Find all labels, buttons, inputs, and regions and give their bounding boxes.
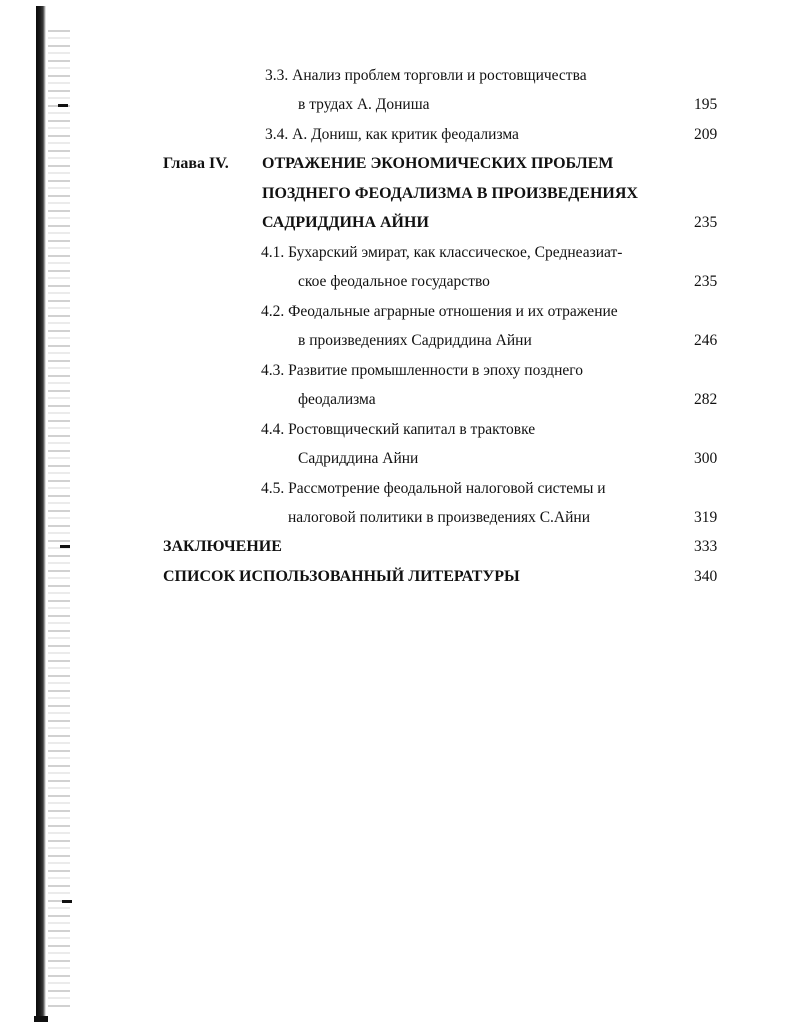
scan-corner <box>34 1016 48 1022</box>
toc-entry-3-3-page: 195 <box>694 96 718 113</box>
toc-entry-3-3-title-cont: в трудах А. Дониша <box>298 96 430 113</box>
conclusion-page: 333 <box>694 538 718 555</box>
toc-entry-4-4-page: 300 <box>694 450 718 467</box>
toc-entry-4-5-title-cont: налоговой политики в произведениях С.Айни <box>288 509 591 526</box>
bibliography-title: СПИСОК ИСПОЛЬЗОВАННЫЙ ЛИТЕРАТУРЫ <box>163 568 520 585</box>
toc-entry-4-3-page: 282 <box>694 391 718 408</box>
chapter-4-title-cont: ПОЗДНЕГО ФЕОДАЛИЗМА В ПРОИЗВЕДЕНИЯХ <box>262 185 638 202</box>
toc-entry-4-1-title: 4.1. Бухарский эмират, как классическое, Среднеазиат- <box>261 244 623 261</box>
scan-mark <box>60 545 70 548</box>
toc-entry-4-5-title: 4.5. Рассмотрение феодальной налоговой системы и <box>261 480 606 497</box>
scan-noise <box>48 30 70 1010</box>
chapter-4-title: ОТРАЖЕНИЕ ЭКОНОМИЧЕСКИХ ПРОБЛЕМ <box>262 155 614 172</box>
scan-binding-edge <box>36 6 46 1021</box>
toc-entry-4-1-page: 235 <box>694 273 718 290</box>
toc-entry-3-3-title: 3.3. Анализ проблем торговли и ростовщичества <box>265 67 587 84</box>
toc-entry-4-3-title: 4.3. Развитие промышленности в эпоху позднего <box>261 362 583 379</box>
toc-entry-4-1-title-cont: ское феодальное государство <box>298 273 490 290</box>
toc-entry-4-2-page: 246 <box>694 332 718 349</box>
chapter-4-label: Глава IV. <box>163 155 229 172</box>
toc-entry-4-5-page: 319 <box>694 509 718 526</box>
toc-entry-4-2-title-cont: в произведениях Садриддина Айни <box>298 332 532 349</box>
chapter-4-page: 235 <box>694 214 718 231</box>
toc-entry-4-3-title-cont: феодализма <box>298 391 376 408</box>
scan-mark <box>62 900 72 903</box>
bibliography-page: 340 <box>694 568 718 585</box>
scan-mark <box>58 104 68 107</box>
toc-entry-4-2-title: 4.2. Феодальные аграрные отношения и их отражение <box>261 303 618 320</box>
toc-entry-3-4-title: 3.4. А. Дониш, как критик феодализма <box>265 126 519 143</box>
toc-entry-3-4-page: 209 <box>694 126 718 143</box>
conclusion-title: ЗАКЛЮЧЕНИЕ <box>163 538 282 555</box>
toc-entry-4-4-title-cont: Садриддина Айни <box>298 450 419 467</box>
toc-entry-4-4-title: 4.4. Ростовщический капитал в трактовке <box>261 421 536 438</box>
chapter-4-title-cont: САДРИДДИНА АЙНИ <box>262 214 429 231</box>
